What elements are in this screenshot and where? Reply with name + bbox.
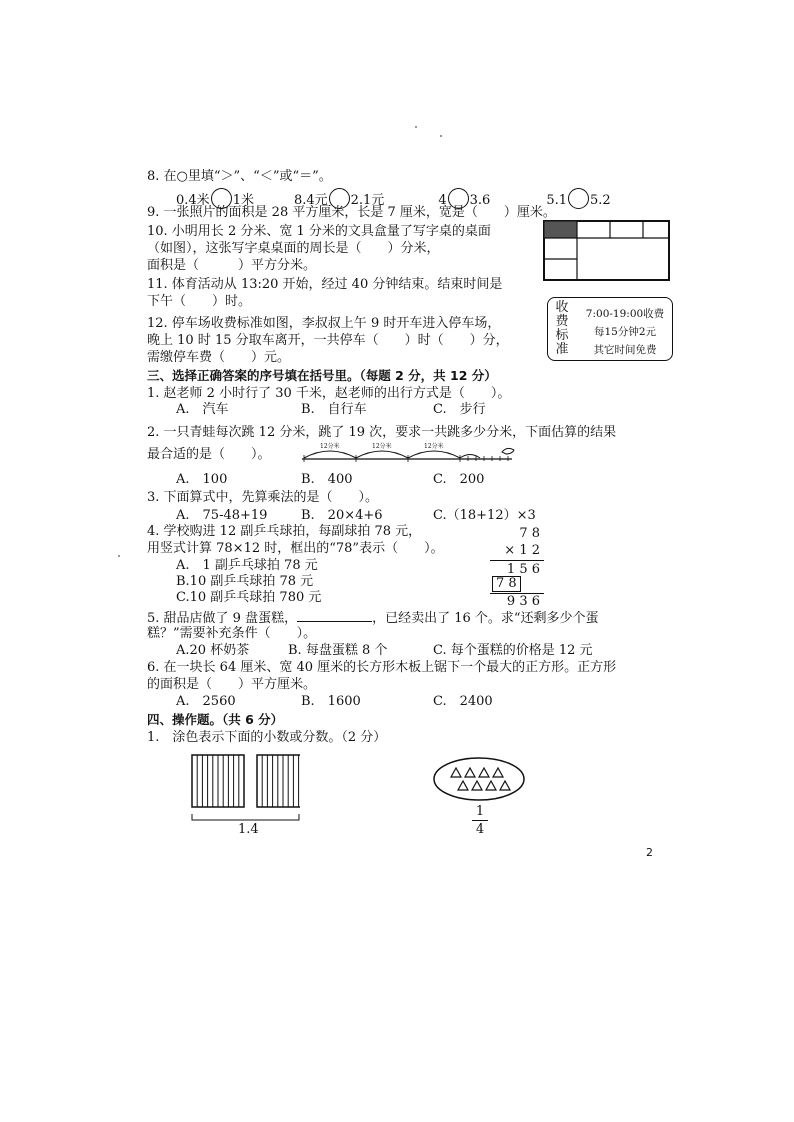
s4q1-text: 1. 涂色表示下面的小数或分数。（2 分） bbox=[147, 730, 387, 745]
q8-right-3: 3.6 bbox=[469, 193, 491, 208]
calc-multiplier: × 1 2 bbox=[504, 543, 540, 558]
jump-label-3: 12分米 bbox=[424, 443, 444, 450]
q10-line2: （如图），这张写字桌桌面的周长是（ ）分米， bbox=[147, 241, 440, 256]
page-number: 2 bbox=[646, 846, 653, 859]
s3q5-option-b: B. 每盘蛋糕 8 个 bbox=[288, 643, 388, 658]
s3q3-text: 3. 下面算式中，先算乘法的是（ ）。 bbox=[147, 490, 379, 505]
q12-line3: 需缴停车费（ ）元。 bbox=[147, 350, 291, 365]
s3q4-option-b: B.10 副乒乓球拍 78 元 bbox=[176, 574, 314, 589]
s3q4-option-a: A. 1 副乒乓球拍 78 元 bbox=[176, 558, 318, 573]
calc-partial-1: 1 5 6 bbox=[506, 562, 540, 577]
q11-line1: 11. 体育活动从 13:20 开始，经过 40 分钟结束。结束时间是 bbox=[147, 277, 503, 292]
calc-rule-1 bbox=[490, 560, 544, 561]
s3q5-line2: 糕？”需要补充条件（ ）。 bbox=[147, 626, 317, 641]
s3q4-option-c: C.10 副乒乓球拍 780 元 bbox=[176, 590, 322, 605]
triangles-ellipse-figure bbox=[432, 756, 526, 802]
fraction-denominator: 4 bbox=[475, 822, 485, 837]
sign-line-2: 每15分钟2元 bbox=[593, 326, 657, 338]
q10-line1: 10. 小明用长 2 分米、宽 1 分米的文具盒量了写字桌的桌面 bbox=[147, 224, 491, 239]
calc-product: 9 3 6 bbox=[506, 594, 540, 609]
q8-left-1: 0.4米 bbox=[176, 193, 210, 208]
s3q2-option-c: C. 200 bbox=[433, 472, 485, 487]
frog-jump-diagram bbox=[300, 440, 520, 464]
sign-vertical-title: 收 费 标 准 bbox=[555, 300, 569, 357]
parking-fee-sign bbox=[547, 297, 673, 361]
sign-line-1: 7:00-19:00收费 bbox=[585, 308, 665, 320]
q8-left-2: 8.4元 bbox=[293, 193, 328, 208]
q11-line2: 下午（ ）时。 bbox=[147, 294, 252, 309]
s3q5-option-a: A.20 杯奶茶 bbox=[176, 643, 250, 658]
s3q4-line2: 用竖式计算 78×12 时，框出的“78”表示（ ）。 bbox=[147, 541, 444, 556]
q12-line2: 晚上 10 时 15 分取车离开，一共停车（ ）时（ ）分， bbox=[147, 333, 509, 348]
s3q1-option-a: A. 汽车 bbox=[176, 402, 229, 417]
s3q1-option-c: C. 步行 bbox=[433, 402, 486, 417]
desk-figure bbox=[543, 220, 671, 282]
frog-icon bbox=[502, 448, 514, 454]
s3q6-line1: 6. 在一块长 64 厘米、宽 40 厘米的长方形木板上锯下一个最大的正方形。正方形 bbox=[147, 660, 617, 675]
vertical-calculation bbox=[484, 524, 544, 608]
s3q6-option-c: C. 2400 bbox=[433, 694, 493, 709]
s3q6-option-b: B. 1600 bbox=[301, 694, 361, 709]
q8-title: 8. 在○里填“＞”、“＜”或“＝”。 bbox=[147, 169, 332, 184]
s3q2-option-a: A. 100 bbox=[176, 472, 228, 487]
jump-label-2: 12分米 bbox=[372, 443, 392, 450]
compare-circle-4[interactable] bbox=[568, 188, 589, 209]
q9-text: 9. 一张照片的面积是 28 平方厘米，长是 7 厘米，宽是（ ）厘米。 bbox=[147, 205, 556, 220]
s3q3-option-b: B. 20×4+6 bbox=[301, 508, 383, 523]
sign-line-3: 其它时间免费 bbox=[593, 344, 657, 356]
section3-heading: 三、选择正确答案的序号填在括号里。（每题 2 分，共 12 分） bbox=[147, 368, 497, 383]
q10-line3: 面积是（ ）平方分米。 bbox=[147, 258, 317, 273]
q8-left-3: 4 bbox=[438, 193, 447, 208]
decimal-label: 1.4 bbox=[238, 822, 259, 837]
calc-partial-2-boxed: 7 8 bbox=[492, 576, 521, 592]
q8-right-4: 5.2 bbox=[590, 193, 611, 208]
s3q6-line2: 的面积是（ ）平方厘米。 bbox=[147, 677, 317, 692]
q8-right-2: 2.1元 bbox=[350, 193, 385, 208]
s3q3-option-a: A. 75-48+19 bbox=[176, 508, 268, 523]
q8-right-1: 1米 bbox=[232, 193, 254, 208]
s3q1-text: 1. 赵老师 2 小时行了 30 千米，赵老师的出行方式是（ ）。 bbox=[147, 386, 511, 401]
jump-label-1: 12分米 bbox=[320, 443, 340, 450]
s3q2-line1: 2. 一只青蛙每次跳 12 分米，跳了 19 次，要求一共跳多少分米，下面估算的结果 bbox=[147, 425, 617, 440]
fraction-numerator: 1 bbox=[475, 804, 485, 819]
s3q3-option-c: C.（18+12）×3 bbox=[433, 508, 536, 523]
s3q5-option-c: C. 每个蛋糕的价格是 12 元 bbox=[433, 643, 593, 658]
fraction-bar bbox=[472, 820, 488, 821]
s3q1-option-b: B. 自行车 bbox=[301, 402, 367, 417]
q12-line1: 12. 停车场收费标准如图，李叔叔上午 9 时开车进入停车场， bbox=[147, 316, 501, 331]
calc-multiplicand: 7 8 bbox=[519, 526, 540, 541]
fraction-label bbox=[472, 804, 488, 837]
s3q2-line2: 最合适的是（ ）。 bbox=[147, 447, 271, 462]
s3q6-option-a: A. 2560 bbox=[176, 694, 236, 709]
s3q4-line1: 4. 学校购进 12 副乒乓球拍，每副球拍 78 元， bbox=[147, 524, 422, 539]
q8-left-4: 5.1 bbox=[546, 193, 567, 208]
s3q5-line1: 5. 甜品店做了 9 盘蛋糕， ，已经卖出了 16 个。求“还剩多少个蛋 bbox=[147, 611, 599, 626]
section4-heading: 四、操作题。（共 6 分） bbox=[147, 712, 284, 727]
s3q5-blank[interactable] bbox=[297, 609, 372, 622]
s3q2-option-b: B. 400 bbox=[301, 472, 353, 487]
